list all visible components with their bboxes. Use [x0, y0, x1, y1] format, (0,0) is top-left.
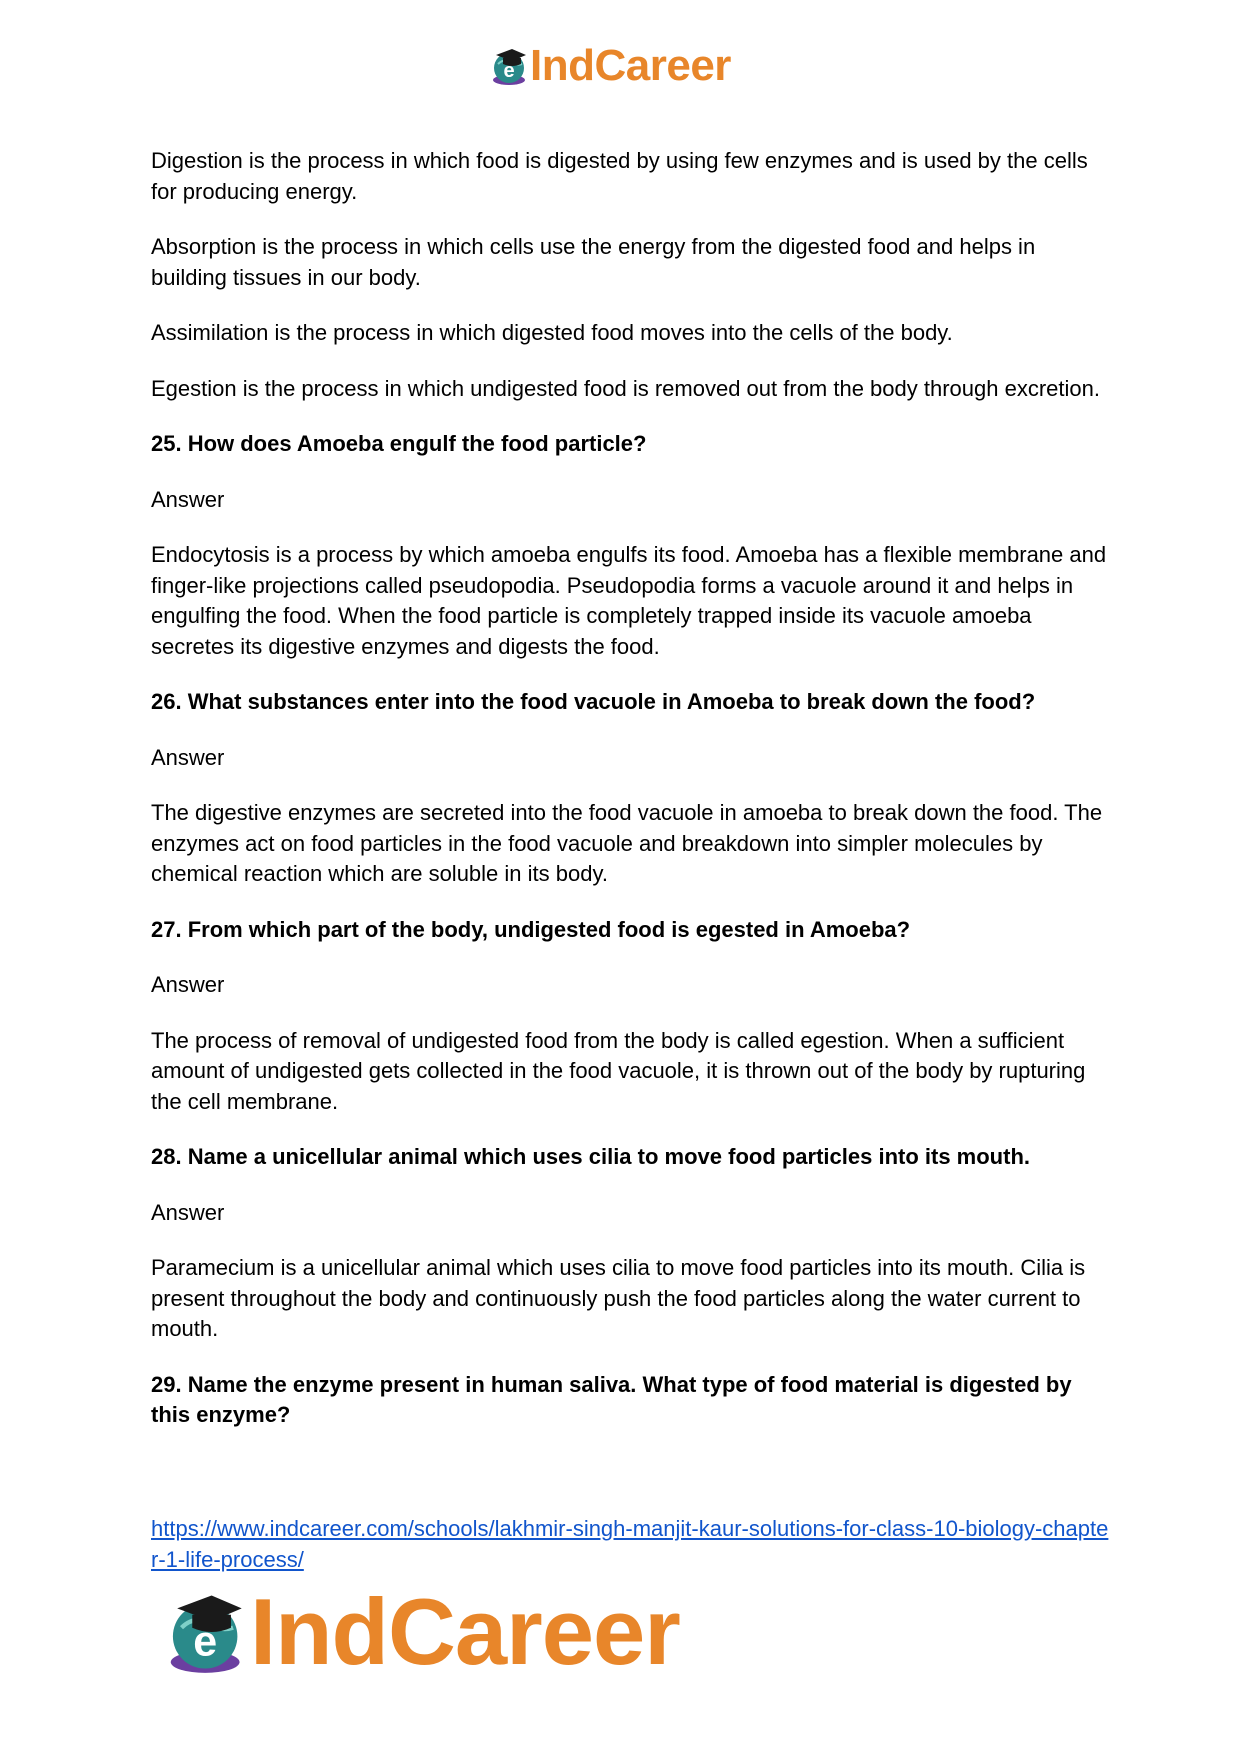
- question-heading: 26. What substances enter into the food vacuole in Amoeba to break down the food?: [151, 689, 1036, 714]
- svg-text:e: e: [503, 60, 515, 82]
- answer-label: Answer: [151, 744, 225, 770]
- svg-text:e: e: [193, 1617, 218, 1666]
- header-logo: [488, 41, 731, 90]
- globe-book-icon: [488, 46, 528, 86]
- answer-label: Answer: [151, 1199, 225, 1225]
- paragraph: Assimilation is the process in which digested food moves into the cells of the body.: [151, 320, 953, 345]
- paragraph: The process of removal of undigested food from the body is called egestion. When a sufficient amount of undigested gets collected in the food vacuole, it is thrown out of the body by rupturing the cell membrane.: [151, 1027, 1086, 1114]
- brand-name: IndCareer: [530, 41, 731, 90]
- source-link[interactable]: https://www.indcareer.com/schools/lakhmir-singh-manjit-kaur-solutions-for-class-10-biology-chapter-1-life-process/: [151, 1516, 1109, 1572]
- answer-label: Answer: [151, 486, 225, 512]
- paragraph: Endocytosis is a process by which amoeba engulfs its food. Amoeba has a flexible membrane and finger-like projections called pseudopodia. Pseudopodia forms a vacuole around it and helps in engulfing the food. When the food particle is completely trapped inside its vacuole amoeba secretes its digestive enzymes and digests the food.: [151, 542, 1107, 659]
- question-heading: 28. Name a unicellular animal which uses cilia to move food particles into its mouth.: [151, 1144, 1031, 1169]
- question-heading: 25. How does Amoeba engulf the food particle?: [151, 431, 647, 456]
- document-body: [151, 146, 1111, 1456]
- footer-logo: [160, 1579, 680, 1684]
- question-heading: 29. Name the enzyme present in human saliva. What type of food material is digested by this enzyme?: [151, 1371, 1072, 1427]
- question-heading: 27. From which part of the body, undigested food is egested in Amoeba?: [151, 916, 911, 942]
- paragraph: Digestion is the process in which food is digested by using few enzymes and is used by the cells for producing energy.: [151, 148, 1088, 204]
- paragraph: Egestion is the process in which undigested food is removed out from the body through excretion.: [151, 375, 1100, 401]
- paragraph: Paramecium is a unicellular animal which uses cilia to move food particles into its mouth. Cilia is present throughout the body and continuously push the food particles along the water current to mouth.: [151, 1255, 1086, 1341]
- brand-name: IndCareer: [250, 1579, 680, 1684]
- globe-book-icon: [160, 1589, 246, 1675]
- answer-label: Answer: [151, 972, 225, 997]
- paragraph: Absorption is the process in which cells use the energy from the digested food and helps in building tissues in our body.: [151, 234, 1036, 290]
- paragraph: The digestive enzymes are secreted into the food vacuole in amoeba to break down the food. The enzymes act on food particles in the food vacuole and breakdown into simpler molecules by chemical reaction which are soluble in its body.: [151, 800, 1103, 886]
